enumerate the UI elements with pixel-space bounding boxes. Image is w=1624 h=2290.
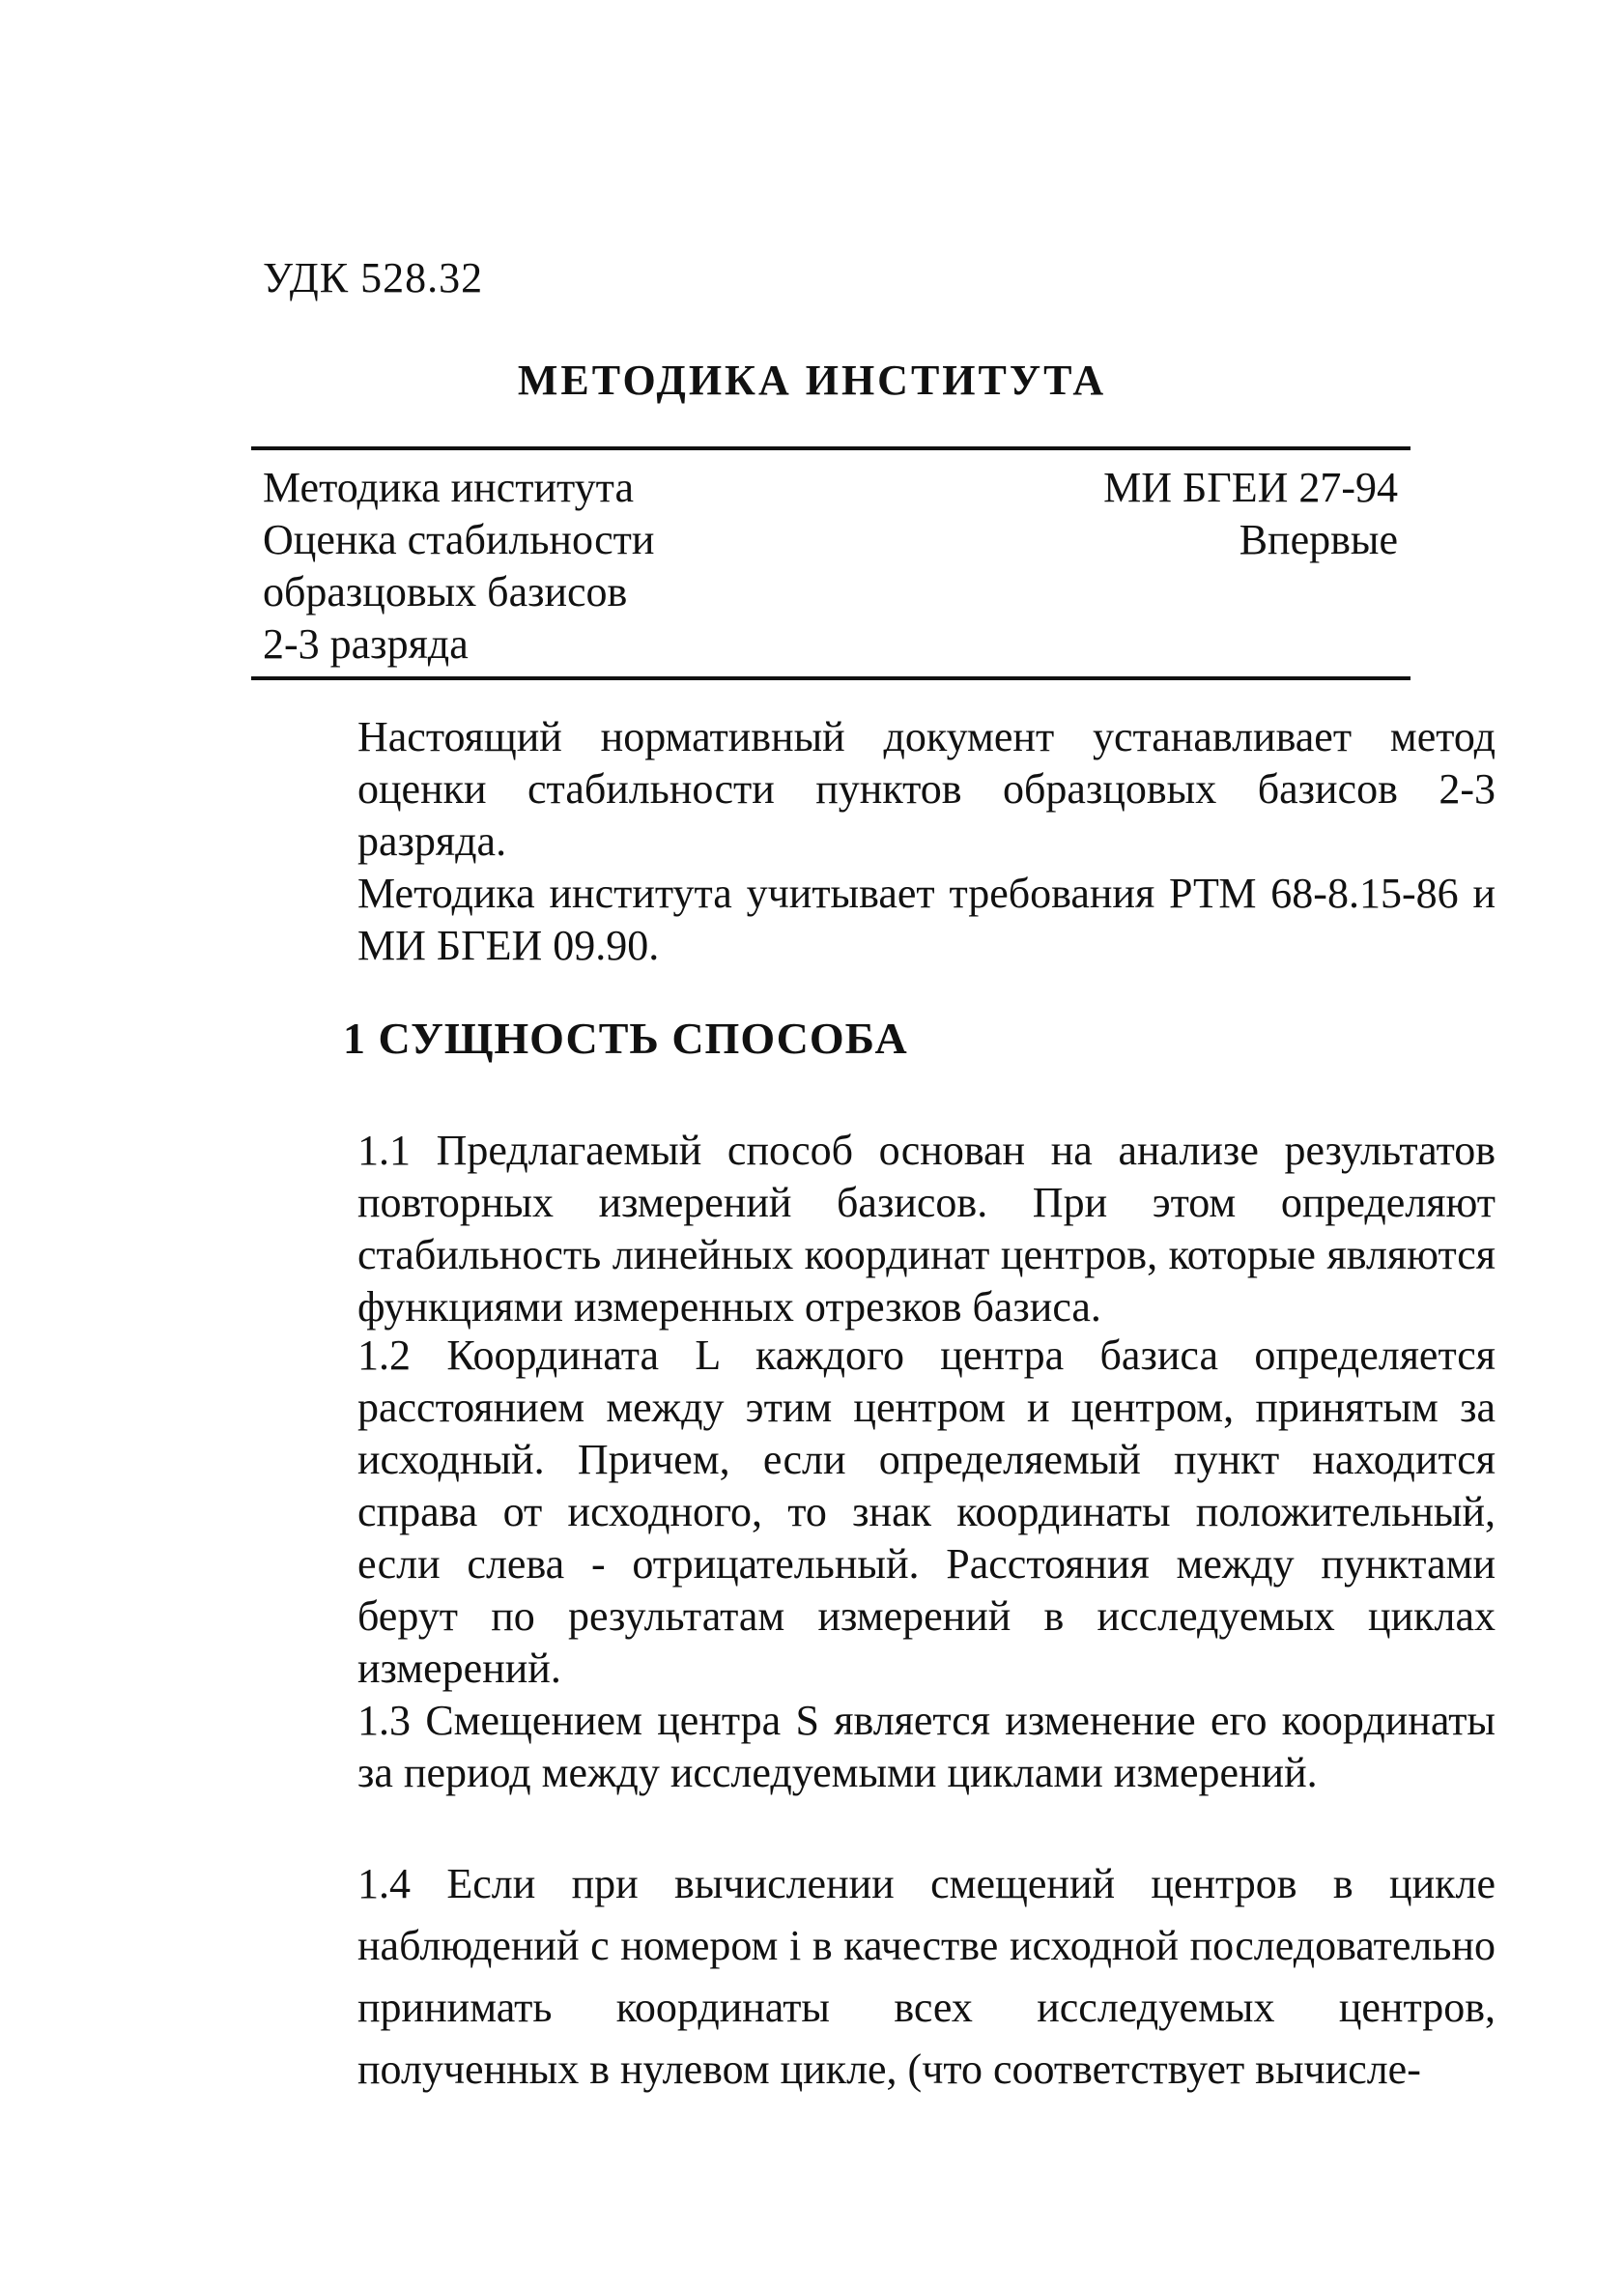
intro-paragraph-2: Методика института учитывает требования РТМ 68-8.15-86 и МИ БГЕИ 09.90.	[357, 870, 1496, 969]
document-title: МЕТОДИКА ИНСТИТУТА	[517, 357, 1107, 404]
header-top-rule	[251, 446, 1410, 450]
document-status: Впервые	[1239, 516, 1398, 563]
header-bottom-rule	[251, 676, 1410, 680]
udk-code: УДК 528.32	[263, 254, 484, 301]
header-line: Оценка стабильности	[263, 516, 655, 563]
section-heading: 1 СУЩНОСТЬ СПОСОБА	[343, 1014, 908, 1063]
clause-1-3: 1.3 Смещением центра S является изменение его координаты за период между исследуемыми циклами измерений.	[357, 1697, 1496, 1796]
header-meta	[1103, 462, 1398, 566]
intro-paragraph-1: Настоящий нормативный документ устанавливает метод оценки стабильности пунктов образцовых базисов 2-3 разряда.	[357, 713, 1496, 865]
header-line: образцовых базисов	[263, 568, 628, 615]
header-line: 2-3 разряда	[263, 620, 469, 668]
clause-1-1: 1.1 Предлагаемый способ основан на анализе результатов повторных измерений базисов. При этом определяют стабильность линейных координат центров, которые являются функциями измеренных отрезков базиса.	[357, 1127, 1496, 1331]
document-code: МИ БГЕИ 27-94	[1103, 464, 1398, 511]
clause-1-4: 1.4 Если при вычислении смещений центров в цикле наблюдений с номером i в качестве исходной последовательно принимать координаты всех исследуемых центров, полученных в нулевом цикле, (что соответствует вычисле-	[357, 1860, 1496, 2093]
header-description	[263, 462, 654, 671]
clause-1-2: 1.2 Координата L каждого центра базиса определяется расстоянием между этим центром и центром, принятым за исходный. Причем, если определяемый пункт находится справа от исходного, то знак координаты положительный, если слева - отрицательный. Расстояния между пунктами берут по результатам измерений в исследуемых циклах измерений.	[357, 1331, 1496, 1692]
header-line: Методика института	[263, 464, 634, 511]
